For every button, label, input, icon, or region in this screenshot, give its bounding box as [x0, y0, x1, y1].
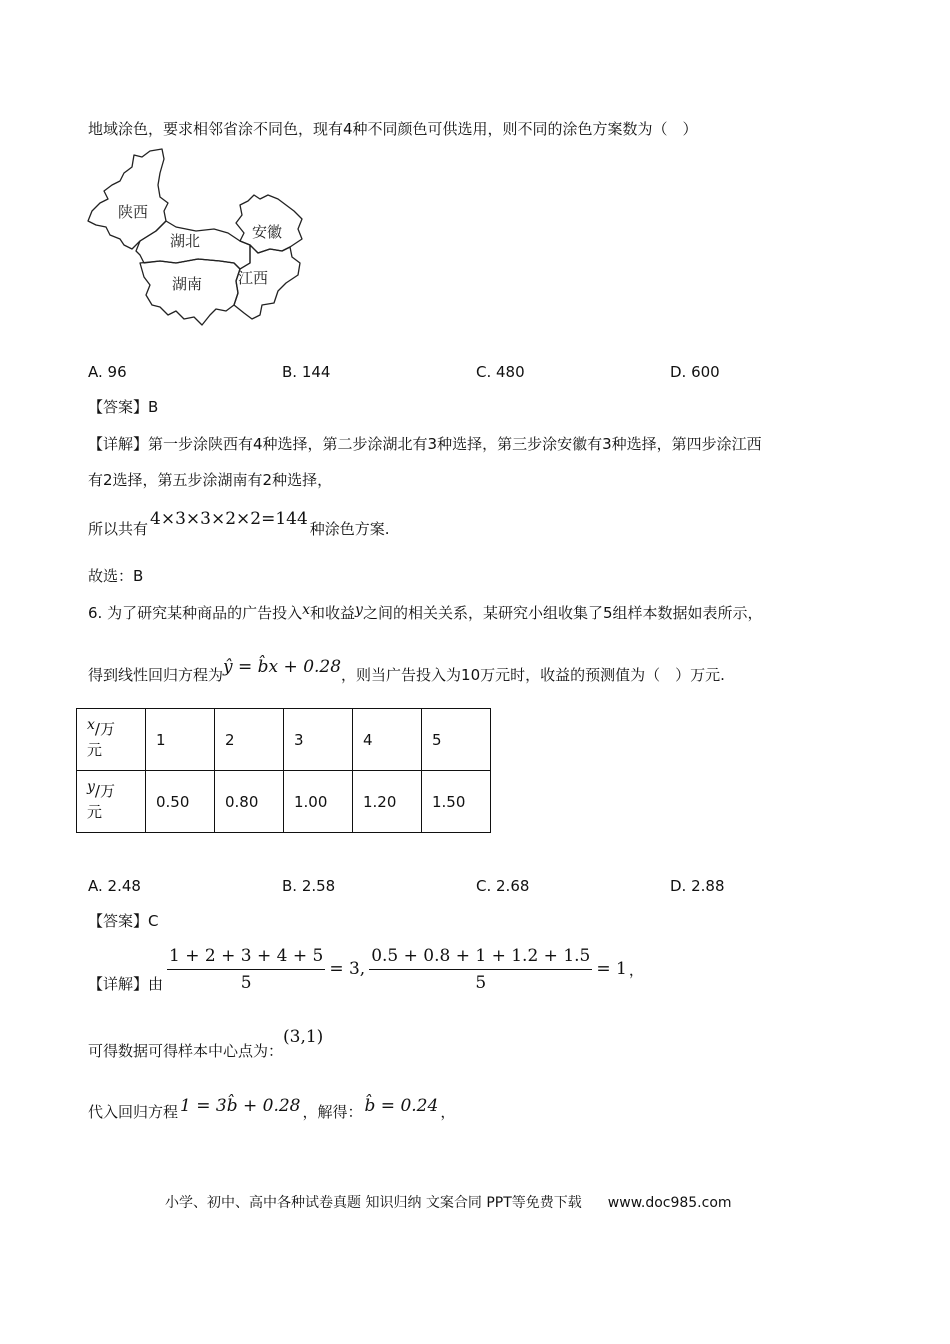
table-header-y: y/万 元 [77, 771, 146, 833]
q6-stem-mid: 和收益 [310, 604, 356, 622]
q6-sub-mid: ，解得： [302, 1103, 363, 1121]
q6-detail-prefix: 【详解】由 [88, 974, 164, 993]
q6-sub-prefix: 代入回归方程 [88, 1103, 179, 1121]
map-label-jiangxi: 江西 [238, 269, 269, 287]
q5-detail-line1: 【详解】第一步涂陕西有4种选择，第二步涂湖北有3种选择，第三步涂安徽有3种选择，第四步涂江西 [88, 435, 762, 453]
q6-data-table [76, 708, 491, 833]
q5-option-d: D. 600 [670, 363, 720, 381]
map-label-shaanxi: 陕西 [118, 203, 149, 221]
table-cell: 1.20 [353, 771, 422, 833]
table-row-y [77, 771, 491, 833]
q6-center-line [88, 1027, 324, 1062]
table-cell: 1 [146, 709, 215, 771]
table-row-x [77, 709, 491, 771]
table-cell: 0.80 [215, 771, 284, 833]
footer-url[interactable]: www.doc985.com [607, 1195, 732, 1211]
q5-total-line [88, 509, 390, 540]
q6-fraction-x-result: = 3, [329, 959, 366, 979]
table-cell: 1.50 [422, 771, 491, 833]
q6-var-x: x [302, 602, 310, 618]
q6-var-y: y [355, 602, 363, 618]
map-region-shaanxi [88, 149, 168, 249]
q6-sub-formula: 1 = 3b̂ + 0.28 [180, 1096, 301, 1116]
q5-total-formula: 4×3×3×2×2=144 [150, 509, 308, 529]
table-cell: 5 [422, 709, 491, 771]
q6-option-b: B. 2.58 [282, 877, 336, 895]
q6-sub-end: ， [440, 1103, 456, 1121]
q5-total-prefix: 所以共有 [88, 520, 149, 538]
q6-eq-suffix: ，则当广告投入为10万元时，收益的预测值为（ ）万元. [341, 666, 725, 684]
map-label-hubei: 湖北 [170, 232, 201, 250]
map-label-hunan: 湖南 [172, 275, 203, 293]
q6-center-text: 可得数据可得样本中心点为： [88, 1042, 284, 1060]
q5-detail-line2: 有2选择，第五步涂湖南有2种选择， [88, 471, 333, 489]
q6-fraction-x-mean: $\frac{1 + 2 + 3 + 4 + 5}{5}$ [169, 945, 324, 993]
q6-fraction-y-mean: $\frac{0.5 + 0.8 + 1 + 1.2 + 1.5}{5}$ [371, 945, 591, 993]
footer-text: 小学、初中、高中各种试卷真题 知识归纳 文案合同 PPT等免费下载 [165, 1195, 582, 1211]
q5-option-c: C. 480 [476, 363, 525, 381]
q6-option-d: D. 2.88 [670, 877, 725, 895]
map-label-anhui: 安徽 [252, 223, 283, 241]
q6-stem-pre: 6. 为了研究某种商品的广告投入 [88, 604, 303, 622]
q5-option-a: A. 96 [88, 363, 127, 381]
q5-option-b: B. 144 [282, 363, 331, 381]
q6-substitution-line [88, 1096, 456, 1123]
q6-fraction-y-result: = 1 [596, 959, 627, 979]
q6-stem-post: 之间的相关关系，某研究小组收集了5组样本数据如表所示， [362, 604, 763, 622]
q6-sub-result: b̂ = 0.24 [364, 1096, 439, 1116]
q6-eq-prefix: 得到线性回归方程为 [88, 666, 224, 684]
q6-option-c: C. 2.68 [476, 877, 530, 895]
province-map [80, 145, 310, 330]
table-header-x: x/万 元 [77, 709, 146, 771]
q6-option-a: A. 2.48 [88, 877, 141, 895]
q6-detail-fractions [88, 941, 644, 997]
page-footer [165, 1192, 732, 1212]
table-cell: 4 [353, 709, 422, 771]
table-cell: 3 [284, 709, 353, 771]
q5-conclusion: 故选：B [88, 567, 144, 585]
q5-stem: 地域涂色，要求相邻省涂不同色，现有4种不同颜色可供选用，则不同的涂色方案数为（ ） [88, 120, 698, 138]
q6-eq-formula: ŷ = b̂x + 0.28 [223, 657, 342, 677]
q5-total-suffix: 种涂色方案. [309, 520, 390, 538]
q6-center-point: (3,1) [283, 1027, 324, 1047]
q6-answer: 【答案】C [88, 912, 159, 930]
q6-stem [88, 602, 762, 625]
q6-equation-line [88, 657, 725, 686]
table-cell: 2 [215, 709, 284, 771]
table-cell: 1.00 [284, 771, 353, 833]
table-cell: 0.50 [146, 771, 215, 833]
q5-answer: 【答案】B [88, 398, 159, 416]
q6-detail-end: ， [628, 960, 644, 979]
